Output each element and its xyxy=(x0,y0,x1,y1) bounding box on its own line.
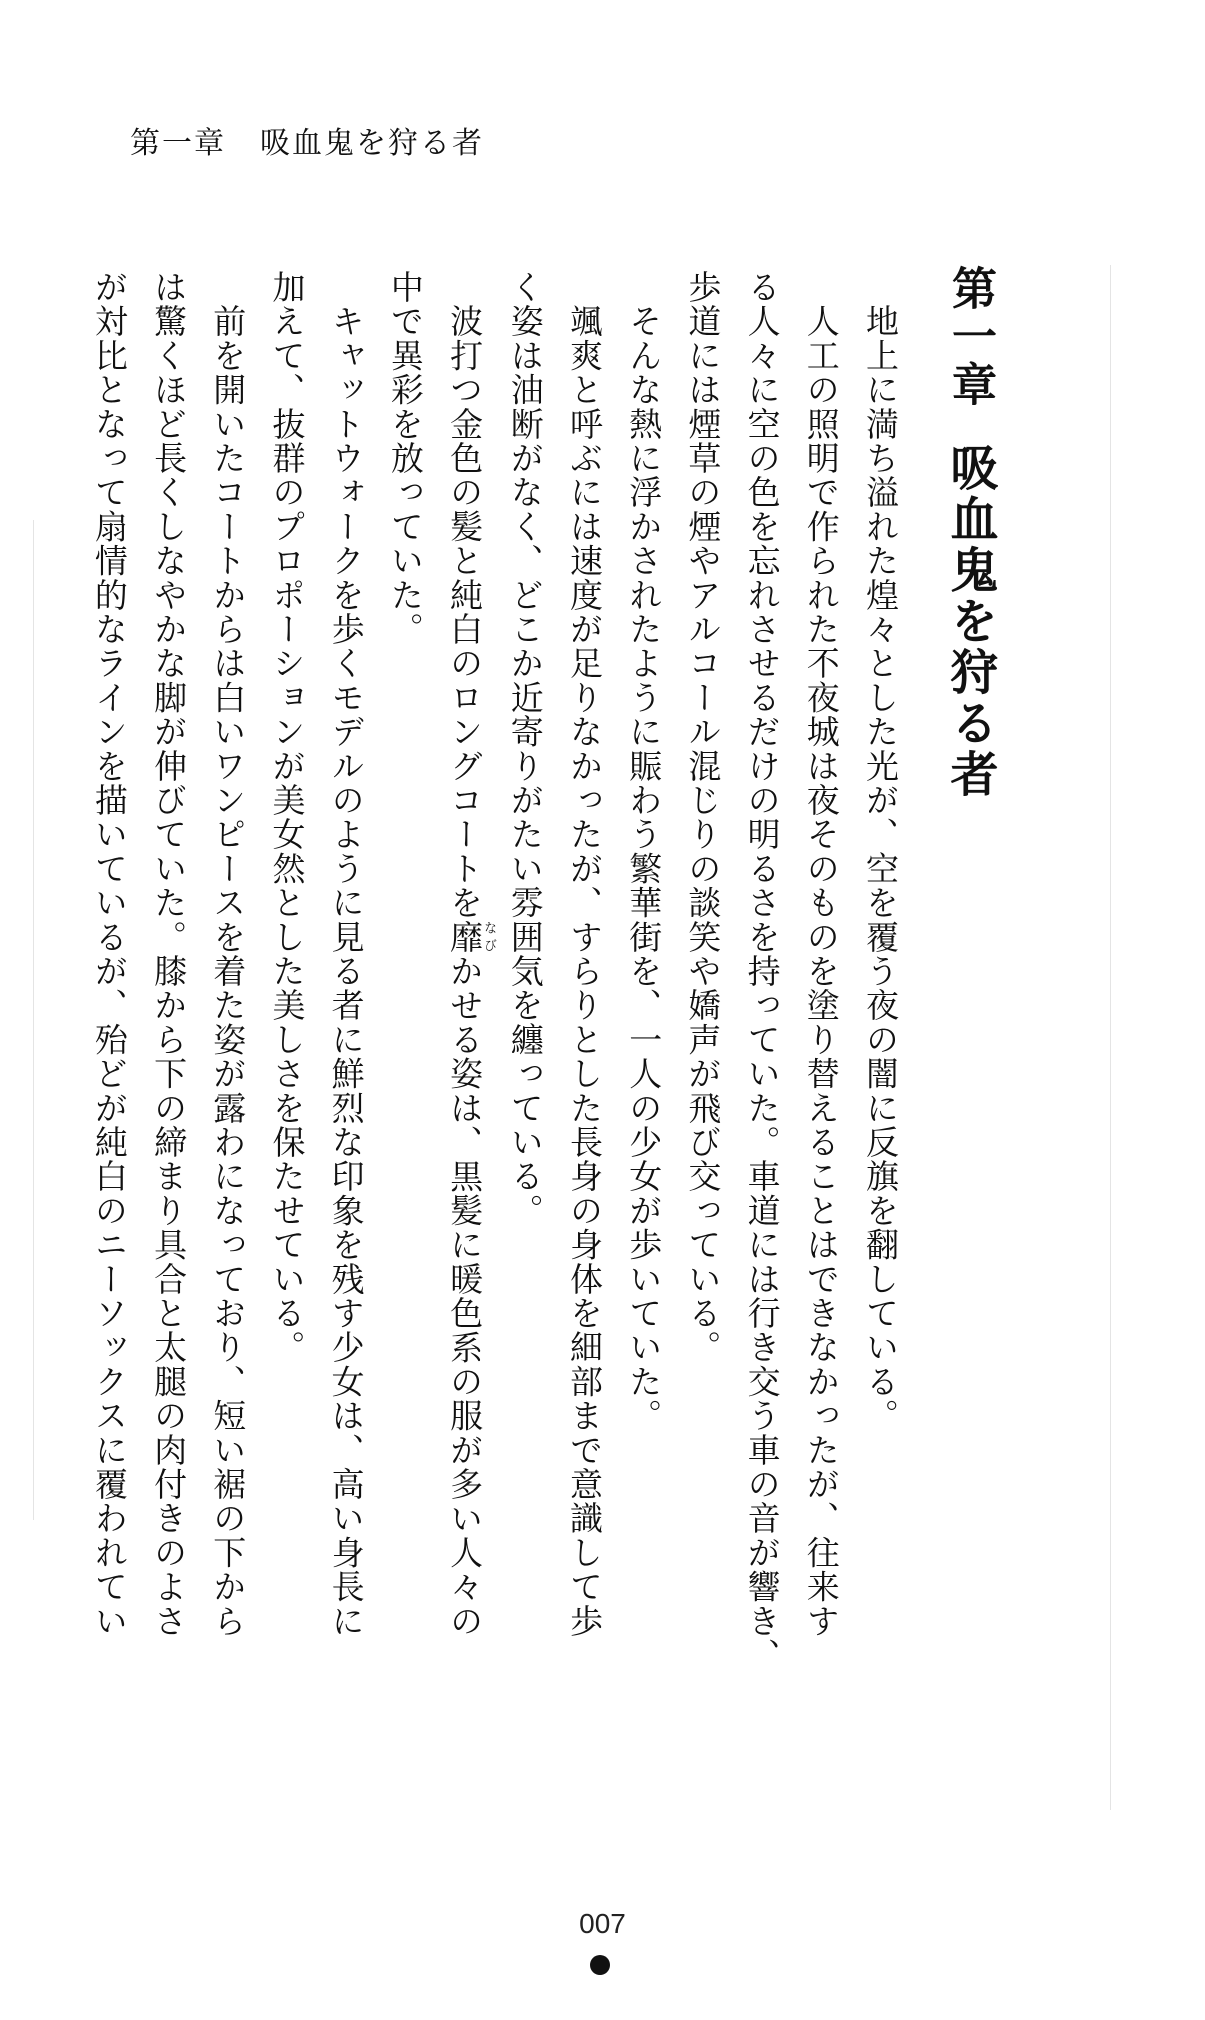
text-line: 颯爽と呼ぶには速度が足りなかったが、すらりとした長身の身体を細部まで意識して歩 xyxy=(564,270,604,1638)
ruby-base: 靡 xyxy=(445,919,485,955)
text-line xyxy=(435,270,496,1740)
page-number: 007 xyxy=(579,1908,626,1939)
text-line: く姿は油断がなく、どこか近寄りがたい雰囲気を纏っている。 xyxy=(505,270,545,1228)
text-line: そんな熱に浮かされたように賑わう繁華街を、一人の少女が歩いていた。 xyxy=(624,270,664,1433)
ruby-annotation xyxy=(445,919,497,955)
text-line: 地上に満ち溢れた煌々とした光が、空を覆う夜の闇に反旗を翻している。 xyxy=(861,270,900,1433)
text-line: る人々に空の色を忘れさせるだけの明るさを持っていた。車道には行き交う車の音が響き、 xyxy=(742,270,782,1673)
chapter-heading-number: 第一章 xyxy=(944,265,997,409)
text-line: 前を開いたコートからは白いワンピースを着た姿が露わになっており、短い裾の下から xyxy=(208,270,248,1638)
text-line: 人工の照明で作られた不夜城は夜そのものを塗り替えることはできなかったが、往来す xyxy=(801,270,841,1638)
running-head-chapter-number: 第一章 xyxy=(130,126,226,161)
text-line: キャットウォークを歩くモデルのように見る者に鮮烈な印象を残す少女は、高い身長に xyxy=(326,270,366,1638)
ruby-reading: なび xyxy=(481,919,497,954)
text-line: は驚くほど長くしなやかな脚が伸びていた。膝から下の締まり具合と太腿の肉付きのよさ xyxy=(149,270,189,1638)
body-text xyxy=(89,270,910,1740)
text-line-segment: 波打つ金色の髪と純白のロングコートを xyxy=(445,270,485,920)
chapter-heading-title: 吸血鬼を狩る者 xyxy=(942,443,998,800)
page-number-bullet xyxy=(590,1955,610,1975)
text-line: 歩道には煙草の煙やアルコール混じりの談笑や嬌声が飛び交っている。 xyxy=(683,270,723,1365)
text-line: 中で異彩を放っていた。 xyxy=(385,270,425,647)
running-head xyxy=(130,118,484,162)
edge-rule xyxy=(33,520,34,1520)
text-line-segment: かせる姿は、黒髪に暖色系の服が多い人々の xyxy=(445,954,485,1639)
text-line: 加えて、抜群のプロポーションが美女然とした美しさを保たせている。 xyxy=(267,270,307,1365)
gutter-rule xyxy=(1110,265,1111,1810)
chapter-heading xyxy=(940,265,1000,800)
text-line: が対比となって扇情的なラインを描いているが、殆どが純白のニーソックスに覆われてい xyxy=(89,270,129,1638)
running-head-chapter-title: 吸血鬼を狩る者 xyxy=(260,126,484,161)
